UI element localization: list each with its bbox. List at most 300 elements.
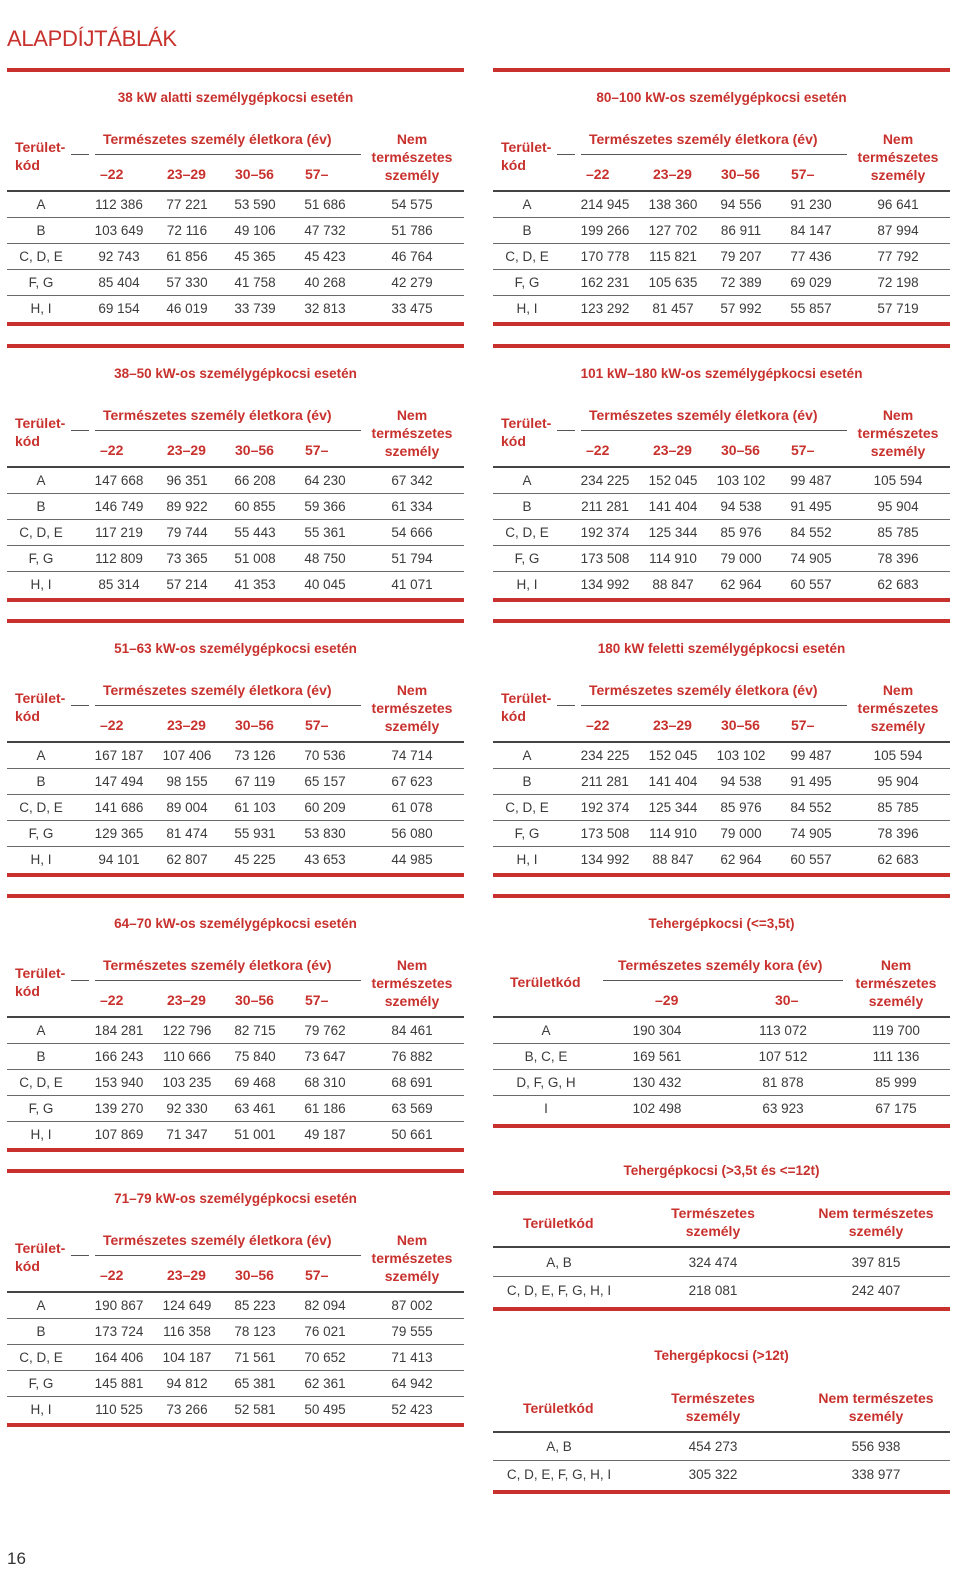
value-cell: 134 992 xyxy=(580,852,630,867)
value-cell: 173 724 xyxy=(94,1324,144,1339)
region-code-cell: F, G xyxy=(514,275,540,290)
age-header: Természetes személy kora (év) xyxy=(618,957,823,973)
top-rule xyxy=(493,894,950,898)
value-cell: 141 686 xyxy=(94,800,144,815)
region-code-cell: F, G xyxy=(28,275,54,290)
value-cell: 81 457 xyxy=(652,301,694,316)
region-code-cell: B xyxy=(522,223,532,238)
region-code-cell: C, D, E xyxy=(19,800,63,815)
age-col-4: 57– xyxy=(791,717,815,733)
value-cell: 46 019 xyxy=(166,301,208,316)
bottom-rule xyxy=(493,1490,950,1494)
value-cell: 107 512 xyxy=(758,1049,808,1064)
age-col-2: 23–29 xyxy=(167,717,206,733)
panel-teher-35t xyxy=(493,894,950,1152)
value-cell: 162 231 xyxy=(580,275,630,290)
age-header: Természetes személy életkora (év) xyxy=(589,131,818,147)
panel-title: 71–79 kW-os személygépkocsi esetén xyxy=(114,1191,357,1206)
teruletkod-line xyxy=(557,705,575,706)
region-code-cell: F, G xyxy=(514,826,540,841)
region-code-cell: B xyxy=(36,499,46,514)
region-code-cell: C, D, E, F, G, H, I xyxy=(506,1467,612,1482)
age-col-2: 23–29 xyxy=(167,992,206,1008)
value-cell: 190 867 xyxy=(94,1298,144,1313)
table-row xyxy=(7,795,464,821)
table-row xyxy=(7,1371,464,1397)
value-cell: 77 436 xyxy=(790,249,832,264)
value-cell: 61 334 xyxy=(391,499,433,514)
bottom-rule xyxy=(493,1307,950,1311)
value-cell: 79 555 xyxy=(391,1324,433,1339)
nem-header: Nem természetes személy xyxy=(371,682,453,734)
value-cell: 125 344 xyxy=(648,800,698,815)
value-cell: 89 004 xyxy=(166,800,208,815)
value-cell: 103 102 xyxy=(716,748,766,763)
value-cell: 56 080 xyxy=(391,826,433,841)
age-col-1: –22 xyxy=(586,717,610,733)
region-code-cell: C, D, E xyxy=(505,525,549,540)
value-cell: 103 235 xyxy=(162,1075,212,1090)
value-cell: 91 495 xyxy=(790,499,832,514)
table-row xyxy=(7,270,464,296)
age-col-2: 23–29 xyxy=(653,717,692,733)
value-cell: 43 653 xyxy=(304,852,346,867)
bottom-rule xyxy=(493,873,950,877)
value-cell: 82 715 xyxy=(234,1023,276,1038)
region-code-cell: B xyxy=(36,1049,46,1064)
region-code-cell: F, G xyxy=(28,826,54,841)
value-cell: 57 330 xyxy=(166,275,208,290)
value-cell: 73 647 xyxy=(304,1049,346,1064)
table-row xyxy=(493,270,950,296)
region-code-cell: C, D, E, F, G, H, I xyxy=(506,1283,612,1298)
value-cell: 40 268 xyxy=(304,275,346,290)
value-cell: 74 905 xyxy=(790,551,832,566)
value-cell: 116 358 xyxy=(163,1324,211,1339)
value-cell: 138 360 xyxy=(648,197,698,212)
value-cell: 69 468 xyxy=(234,1075,276,1090)
table-row xyxy=(493,192,950,218)
value-cell: 76 882 xyxy=(391,1049,433,1064)
value-cell: 51 786 xyxy=(391,223,433,238)
value-cell: 41 758 xyxy=(234,275,276,290)
region-code-cell: A xyxy=(522,748,532,763)
panel-180kw xyxy=(493,619,950,877)
value-cell: 51 686 xyxy=(304,197,346,212)
value-cell: 95 904 xyxy=(877,499,919,514)
value-cell: 112 809 xyxy=(95,551,143,566)
value-cell: 85 785 xyxy=(877,800,919,815)
age-col-2: 23–29 xyxy=(167,166,206,182)
panel-title: 38 kW alatti személygépkocsi esetén xyxy=(117,90,354,105)
bottom-rule xyxy=(7,1148,464,1152)
value-cell: 50 661 xyxy=(391,1127,433,1142)
value-cell: 68 310 xyxy=(304,1075,346,1090)
value-cell: 88 847 xyxy=(652,852,694,867)
value-cell: 82 094 xyxy=(304,1298,346,1313)
value-cell: 65 381 xyxy=(234,1376,276,1391)
value-cell: 147 668 xyxy=(94,473,144,488)
age-col-3: 30–56 xyxy=(235,992,274,1008)
value-cell: 78 396 xyxy=(877,551,919,566)
value-cell: 111 136 xyxy=(872,1049,920,1064)
region-code-cell: A, B xyxy=(546,1439,572,1454)
age-header-line xyxy=(581,430,847,431)
table-row xyxy=(493,1070,950,1096)
value-cell: 72 198 xyxy=(877,275,919,290)
table-row xyxy=(493,1018,950,1044)
value-cell: 166 243 xyxy=(94,1049,144,1064)
teruletkod-line xyxy=(71,980,89,981)
region-code-cell: B xyxy=(36,774,46,789)
panel-title: 38–50 kW-os személygépkocsi esetén xyxy=(114,366,357,381)
value-cell: 324 474 xyxy=(688,1255,738,1270)
teruletkod-line xyxy=(71,1255,89,1256)
value-cell: 130 432 xyxy=(632,1075,682,1090)
value-cell: 49 106 xyxy=(234,223,276,238)
panel-80-100kw xyxy=(493,68,950,326)
top-rule xyxy=(7,68,464,72)
value-cell: 98 155 xyxy=(166,774,208,789)
table-row xyxy=(7,296,464,322)
value-cell: 105 594 xyxy=(873,473,923,488)
value-cell: 113 072 xyxy=(759,1023,807,1038)
region-code-cell: H, I xyxy=(30,577,52,592)
region-code-cell: B xyxy=(522,499,532,514)
table-rows xyxy=(493,1249,950,1305)
value-cell: 81 878 xyxy=(762,1075,804,1090)
value-cell: 64 942 xyxy=(391,1376,433,1391)
panel-teher-12t-plus xyxy=(493,1341,950,1496)
table-row xyxy=(493,1433,950,1461)
value-cell: 170 778 xyxy=(580,249,630,264)
table-row xyxy=(7,1293,464,1319)
value-cell: 61 078 xyxy=(391,800,433,815)
value-cell: 49 187 xyxy=(304,1127,346,1142)
value-cell: 123 292 xyxy=(580,301,630,316)
table-row xyxy=(493,494,950,520)
table-row xyxy=(493,546,950,572)
value-cell: 184 281 xyxy=(94,1023,144,1038)
value-cell: 454 273 xyxy=(688,1439,738,1454)
teruletkod-header: Terület- kód xyxy=(501,139,552,173)
value-cell: 44 985 xyxy=(391,852,433,867)
value-cell: 102 498 xyxy=(632,1101,682,1116)
value-cell: 33 739 xyxy=(234,301,276,316)
age-header: Természetes személy életkora (év) xyxy=(103,682,332,698)
region-code-cell: A xyxy=(36,1023,46,1038)
value-cell: 91 230 xyxy=(790,197,832,212)
table-row xyxy=(493,1277,950,1305)
value-cell: 51 008 xyxy=(234,551,276,566)
age-col-4: 57– xyxy=(305,717,329,733)
value-cell: 41 353 xyxy=(234,577,276,592)
top-rule xyxy=(7,344,464,348)
region-code-cell: F, G xyxy=(514,551,540,566)
region-code-cell: D, F, G, H xyxy=(516,1075,576,1090)
panel-title: 180 kW feletti személygépkocsi esetén xyxy=(597,641,846,656)
age-col-3: 30–56 xyxy=(721,442,760,458)
table-row xyxy=(7,1070,464,1096)
region-code-cell: A xyxy=(36,1298,46,1313)
value-cell: 33 475 xyxy=(391,301,433,316)
value-cell: 99 487 xyxy=(790,748,832,763)
table-row xyxy=(493,821,950,847)
table-row xyxy=(7,1345,464,1371)
top-rule xyxy=(493,1191,950,1195)
bottom-rule xyxy=(7,322,464,326)
value-cell: 110 525 xyxy=(95,1402,143,1417)
teruletkod-header: Terület- kód xyxy=(15,965,66,999)
value-cell: 54 666 xyxy=(391,525,433,540)
value-cell: 61 856 xyxy=(166,249,208,264)
age-col-3: 30–56 xyxy=(235,1267,274,1283)
value-cell: 145 881 xyxy=(94,1376,144,1391)
region-code-cell: H, I xyxy=(30,1402,52,1417)
table-row xyxy=(7,1044,464,1070)
table-row xyxy=(7,520,464,546)
bottom-rule xyxy=(493,598,950,602)
value-cell: 57 214 xyxy=(166,577,208,592)
value-cell: 94 538 xyxy=(720,499,762,514)
value-cell: 67 342 xyxy=(391,473,433,488)
value-cell: 234 225 xyxy=(580,473,630,488)
value-cell: 87 994 xyxy=(877,223,919,238)
value-cell: 67 175 xyxy=(875,1101,917,1116)
value-cell: 556 938 xyxy=(851,1439,901,1454)
value-cell: 72 389 xyxy=(720,275,762,290)
age-col-4: 57– xyxy=(791,442,815,458)
bottom-rule xyxy=(7,1423,464,1427)
teruletkod-header: Terület- kód xyxy=(501,690,552,724)
value-cell: 107 869 xyxy=(94,1127,144,1142)
value-cell: 152 045 xyxy=(648,748,698,763)
value-cell: 79 762 xyxy=(304,1023,346,1038)
value-cell: 92 743 xyxy=(98,249,140,264)
value-cell: 117 219 xyxy=(95,525,143,540)
nem-header: Nem természetes személy xyxy=(371,957,453,1009)
value-cell: 45 225 xyxy=(234,852,276,867)
panel-title: Tehergépkocsi (>12t) xyxy=(654,1348,789,1363)
age-col-2: 23–29 xyxy=(167,1267,206,1283)
value-cell: 192 374 xyxy=(580,800,630,815)
age-col-1: –22 xyxy=(586,166,610,182)
value-cell: 52 581 xyxy=(234,1402,276,1417)
value-cell: 79 000 xyxy=(720,826,762,841)
age-col-4: 57– xyxy=(791,166,815,182)
region-code-cell: A xyxy=(36,748,46,763)
value-cell: 91 495 xyxy=(790,774,832,789)
region-code-cell: H, I xyxy=(516,577,538,592)
bottom-rule xyxy=(493,1124,950,1128)
value-cell: 63 461 xyxy=(234,1101,276,1116)
region-code-cell: A xyxy=(522,473,532,488)
table-rows xyxy=(7,468,464,598)
teruletkod-header: Terület- kód xyxy=(15,690,66,724)
age-col-4: 57– xyxy=(305,1267,329,1283)
value-cell: 89 922 xyxy=(166,499,208,514)
value-cell: 234 225 xyxy=(580,748,630,763)
region-code-cell: H, I xyxy=(516,852,538,867)
table-row xyxy=(493,218,950,244)
age-col-1: –22 xyxy=(586,442,610,458)
value-cell: 85 223 xyxy=(234,1298,276,1313)
nemterm-header: Nem természetes személy xyxy=(818,1205,934,1239)
table-row xyxy=(493,795,950,821)
value-cell: 84 552 xyxy=(790,525,832,540)
teruletkod-header: Területkód xyxy=(523,1215,594,1231)
value-cell: 164 406 xyxy=(94,1350,144,1365)
value-cell: 62 964 xyxy=(720,852,762,867)
table-rows xyxy=(493,1433,950,1489)
age-col-1: –22 xyxy=(100,1267,124,1283)
value-cell: 338 977 xyxy=(851,1467,901,1482)
table-rows xyxy=(493,743,950,873)
table-row xyxy=(493,1044,950,1070)
value-cell: 69 029 xyxy=(790,275,832,290)
value-cell: 45 365 xyxy=(234,249,276,264)
value-cell: 55 931 xyxy=(234,826,276,841)
value-cell: 53 590 xyxy=(234,197,276,212)
value-cell: 48 750 xyxy=(304,551,346,566)
value-cell: 72 116 xyxy=(166,223,208,238)
region-code-cell: C, D, E xyxy=(19,1350,63,1365)
age-header-line xyxy=(95,430,361,431)
age-col-3: 30–56 xyxy=(721,166,760,182)
value-cell: 94 556 xyxy=(720,197,762,212)
value-cell: 153 940 xyxy=(94,1075,144,1090)
panel-teher-12t xyxy=(493,1163,950,1319)
age-col-3: 30–56 xyxy=(235,442,274,458)
panel-64-70kw xyxy=(7,894,464,1152)
value-cell: 50 495 xyxy=(304,1402,346,1417)
page-title: ALAPDÍJTÁBLÁK xyxy=(7,26,177,51)
value-cell: 66 208 xyxy=(234,473,276,488)
value-cell: 84 461 xyxy=(391,1023,433,1038)
value-cell: 127 702 xyxy=(648,223,698,238)
age-header-line xyxy=(581,154,847,155)
table-row xyxy=(7,821,464,847)
value-cell: 67 119 xyxy=(234,774,276,789)
value-cell: 190 304 xyxy=(632,1023,682,1038)
age-col-3: 30–56 xyxy=(721,717,760,733)
age-col-1: –22 xyxy=(100,442,124,458)
region-code-cell: C, D, E xyxy=(19,525,63,540)
age-col-2: 30– xyxy=(775,992,799,1008)
value-cell: 61 103 xyxy=(234,800,276,815)
top-rule xyxy=(7,1169,464,1173)
value-cell: 99 487 xyxy=(790,473,832,488)
table-row xyxy=(493,1461,950,1489)
region-code-cell: H, I xyxy=(30,852,52,867)
top-rule xyxy=(493,344,950,348)
region-code-cell: A xyxy=(541,1023,551,1038)
table-row xyxy=(493,1249,950,1277)
value-cell: 81 474 xyxy=(166,826,208,841)
value-cell: 85 976 xyxy=(720,525,762,540)
panel-71-79kw xyxy=(7,1169,464,1427)
value-cell: 139 270 xyxy=(94,1101,144,1116)
panel-51-63kw xyxy=(7,619,464,877)
value-cell: 218 081 xyxy=(688,1283,738,1298)
value-cell: 42 279 xyxy=(391,275,433,290)
value-cell: 60 557 xyxy=(790,852,832,867)
value-cell: 305 322 xyxy=(688,1467,738,1482)
teruletkod-header: Területkód xyxy=(510,974,581,990)
value-cell: 152 045 xyxy=(648,473,698,488)
teruletkod-line xyxy=(71,430,89,431)
table-rows xyxy=(7,1293,464,1423)
region-code-cell: C, D, E xyxy=(505,800,549,815)
value-cell: 60 855 xyxy=(234,499,276,514)
value-cell: 75 840 xyxy=(234,1049,276,1064)
region-code-cell: B, C, E xyxy=(524,1049,568,1064)
age-col-4: 57– xyxy=(305,166,329,182)
panel-101-180kw xyxy=(493,344,950,602)
value-cell: 86 911 xyxy=(720,223,762,238)
value-cell: 71 413 xyxy=(391,1350,433,1365)
value-cell: 107 406 xyxy=(162,748,212,763)
top-rule xyxy=(7,894,464,898)
value-cell: 71 561 xyxy=(234,1350,276,1365)
value-cell: 76 021 xyxy=(304,1324,346,1339)
panel-38kw xyxy=(7,68,464,326)
value-cell: 45 423 xyxy=(304,249,346,264)
value-cell: 73 365 xyxy=(166,551,208,566)
value-cell: 68 691 xyxy=(391,1075,433,1090)
value-cell: 57 719 xyxy=(877,301,919,316)
panel-title: 51–63 kW-os személygépkocsi esetén xyxy=(114,641,357,656)
value-cell: 114 910 xyxy=(649,551,697,566)
region-code-cell: C, D, E xyxy=(505,249,549,264)
table-row xyxy=(493,468,950,494)
value-cell: 134 992 xyxy=(580,577,630,592)
value-cell: 60 209 xyxy=(304,800,346,815)
value-cell: 112 386 xyxy=(95,197,143,212)
panel-title: Tehergépkocsi (>3,5t és <=12t) xyxy=(623,1163,820,1178)
age-header: Természetes személy életkora (év) xyxy=(103,131,332,147)
value-cell: 124 649 xyxy=(162,1298,212,1313)
value-cell: 70 536 xyxy=(304,748,346,763)
bottom-rule xyxy=(7,873,464,877)
age-col-4: 57– xyxy=(305,992,329,1008)
value-cell: 119 700 xyxy=(872,1023,920,1038)
age-col-2: 23–29 xyxy=(167,442,206,458)
table-row xyxy=(7,572,464,598)
age-col-1: –22 xyxy=(100,992,124,1008)
value-cell: 88 847 xyxy=(652,577,694,592)
value-cell: 167 187 xyxy=(94,748,144,763)
value-cell: 62 964 xyxy=(720,577,762,592)
value-cell: 92 330 xyxy=(166,1101,208,1116)
table-row xyxy=(7,244,464,270)
top-rule xyxy=(493,68,950,72)
region-code-cell: C, D, E xyxy=(19,1075,63,1090)
value-cell: 67 623 xyxy=(391,774,433,789)
value-cell: 41 071 xyxy=(391,577,433,592)
value-cell: 141 404 xyxy=(648,774,698,789)
table-row xyxy=(7,218,464,244)
value-cell: 173 508 xyxy=(580,551,630,566)
value-cell: 85 785 xyxy=(877,525,919,540)
value-cell: 94 538 xyxy=(720,774,762,789)
region-code-cell: H, I xyxy=(30,301,52,316)
value-cell: 57 992 xyxy=(720,301,762,316)
age-header-line xyxy=(95,705,361,706)
age-header-line xyxy=(95,980,361,981)
term-header: Természetes személy xyxy=(671,1390,755,1424)
table-rows xyxy=(7,1018,464,1148)
